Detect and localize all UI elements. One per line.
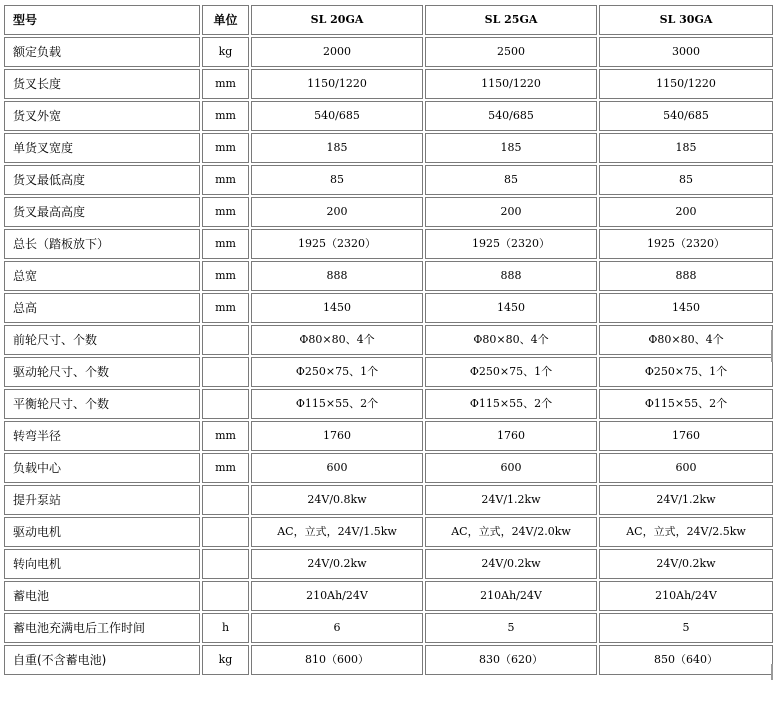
row-value: 1150/1220: [425, 69, 597, 99]
row-value: 2000: [251, 37, 423, 67]
row-unit: mm: [202, 69, 249, 99]
row-value: Φ115×55、2个: [599, 389, 773, 419]
row-value: 850（640）: [599, 645, 773, 675]
row-label: 驱动轮尺寸、个数: [4, 357, 200, 387]
row-value: 830（620）: [425, 645, 597, 675]
row-unit: kg: [202, 645, 249, 675]
table-row: [4, 549, 773, 579]
table-row: [4, 37, 773, 67]
table-row: [4, 485, 773, 515]
table-row: [4, 613, 773, 643]
row-unit: [202, 325, 249, 355]
row-unit: mm: [202, 229, 249, 259]
row-value: 1150/1220: [251, 69, 423, 99]
row-value: 24V/1.2kw: [599, 485, 773, 515]
row-value: 5: [425, 613, 597, 643]
row-label: 总长（踏板放下）: [4, 229, 200, 259]
header-label: 型号: [4, 5, 200, 35]
row-value: 210Ah/24V: [425, 581, 597, 611]
row-unit: [202, 357, 249, 387]
row-unit: mm: [202, 197, 249, 227]
table-row: [4, 69, 773, 99]
row-value: 3000: [599, 37, 773, 67]
row-value: 540/685: [599, 101, 773, 131]
table-row: [4, 293, 773, 323]
table-row: [4, 229, 773, 259]
table-row: [4, 389, 773, 419]
row-unit: mm: [202, 133, 249, 163]
row-label: 前轮尺寸、个数: [4, 325, 200, 355]
row-value: 1450: [251, 293, 423, 323]
row-unit: kg: [202, 37, 249, 67]
row-value: AC，立式，24V/1.5kw: [251, 517, 423, 547]
row-value: 888: [599, 261, 773, 291]
row-value: 600: [425, 453, 597, 483]
spec-table-body: [4, 5, 773, 675]
row-label: 单货叉宽度: [4, 133, 200, 163]
row-value: 888: [251, 261, 423, 291]
row-value: 1450: [425, 293, 597, 323]
row-label: 平衡轮尺寸、个数: [4, 389, 200, 419]
row-label: 自重(不含蓄电池): [4, 645, 200, 675]
row-unit: h: [202, 613, 249, 643]
row-value: Φ250×75、1个: [425, 357, 597, 387]
table-row: [4, 421, 773, 451]
row-value: AC，立式，24V/2.0kw: [425, 517, 597, 547]
row-value: 2500: [425, 37, 597, 67]
row-label: 货叉外宽: [4, 101, 200, 131]
row-value: Φ80×80、4个: [251, 325, 423, 355]
row-value: 540/685: [425, 101, 597, 131]
row-unit: mm: [202, 293, 249, 323]
table-row: [4, 645, 773, 675]
row-unit: [202, 517, 249, 547]
table-row: [4, 261, 773, 291]
row-label: 额定负载: [4, 37, 200, 67]
table-row: [4, 581, 773, 611]
table-row: [4, 133, 773, 163]
row-unit: mm: [202, 165, 249, 195]
table-row: [4, 517, 773, 547]
row-value: 1925（2320）: [599, 229, 773, 259]
row-unit: [202, 581, 249, 611]
row-value: 200: [425, 197, 597, 227]
row-label: 总宽: [4, 261, 200, 291]
row-value: 1925（2320）: [425, 229, 597, 259]
row-unit: [202, 485, 249, 515]
row-value: 185: [251, 133, 423, 163]
row-value: 24V/0.2kw: [599, 549, 773, 579]
row-label: 蓄电池充满电后工作时间: [4, 613, 200, 643]
row-value: 1450: [599, 293, 773, 323]
row-value: 85: [425, 165, 597, 195]
header-row: [4, 5, 773, 35]
row-value: 24V/0.2kw: [425, 549, 597, 579]
row-label: 货叉最高高度: [4, 197, 200, 227]
header-unit: 单位: [202, 5, 249, 35]
row-value: 600: [599, 453, 773, 483]
row-label: 转向电机: [4, 549, 200, 579]
table-row: [4, 101, 773, 131]
row-value: 1760: [425, 421, 597, 451]
row-label: 驱动电机: [4, 517, 200, 547]
header-model: SL 25GA: [425, 5, 597, 35]
row-value: 85: [251, 165, 423, 195]
row-label: 负载中心: [4, 453, 200, 483]
header-model: SL 20GA: [251, 5, 423, 35]
table-row: [4, 197, 773, 227]
row-value: 24V/1.2kw: [425, 485, 597, 515]
row-value: Φ115×55、2个: [251, 389, 423, 419]
row-unit: [202, 549, 249, 579]
row-value: 1760: [251, 421, 423, 451]
row-unit: [202, 389, 249, 419]
header-model: SL 30GA: [599, 5, 773, 35]
row-value: 210Ah/24V: [251, 581, 423, 611]
row-value: 810（600）: [251, 645, 423, 675]
row-value: 85: [599, 165, 773, 195]
row-value: 200: [599, 197, 773, 227]
row-value: 1925（2320）: [251, 229, 423, 259]
row-label: 货叉最低高度: [4, 165, 200, 195]
row-value: 540/685: [251, 101, 423, 131]
row-value: 24V/0.2kw: [251, 549, 423, 579]
row-value: Φ80×80、4个: [599, 325, 773, 355]
table-row: [4, 453, 773, 483]
table-row: [4, 357, 773, 387]
row-label: 总高: [4, 293, 200, 323]
row-value: 600: [251, 453, 423, 483]
row-value: 1760: [599, 421, 773, 451]
row-value: Φ250×75、1个: [251, 357, 423, 387]
row-unit: mm: [202, 261, 249, 291]
table-row: [4, 325, 773, 355]
row-label: 蓄电池: [4, 581, 200, 611]
row-unit: mm: [202, 421, 249, 451]
row-value: 24V/0.8kw: [251, 485, 423, 515]
row-value: 185: [599, 133, 773, 163]
row-value: AC，立式，24V/2.5kw: [599, 517, 773, 547]
row-value: 185: [425, 133, 597, 163]
row-label: 货叉长度: [4, 69, 200, 99]
row-label: 转弯半径: [4, 421, 200, 451]
row-value: 200: [251, 197, 423, 227]
row-value: 210Ah/24V: [599, 581, 773, 611]
table-row: [4, 165, 773, 195]
row-value: 5: [599, 613, 773, 643]
row-value: Φ115×55、2个: [425, 389, 597, 419]
row-value: 6: [251, 613, 423, 643]
row-label: 提升泵站: [4, 485, 200, 515]
row-value: 888: [425, 261, 597, 291]
row-unit: mm: [202, 101, 249, 131]
row-value: Φ80×80、4个: [425, 325, 597, 355]
row-unit: mm: [202, 453, 249, 483]
row-value: Φ250×75、1个: [599, 357, 773, 387]
spec-table: [2, 3, 773, 677]
row-value: 1150/1220: [599, 69, 773, 99]
